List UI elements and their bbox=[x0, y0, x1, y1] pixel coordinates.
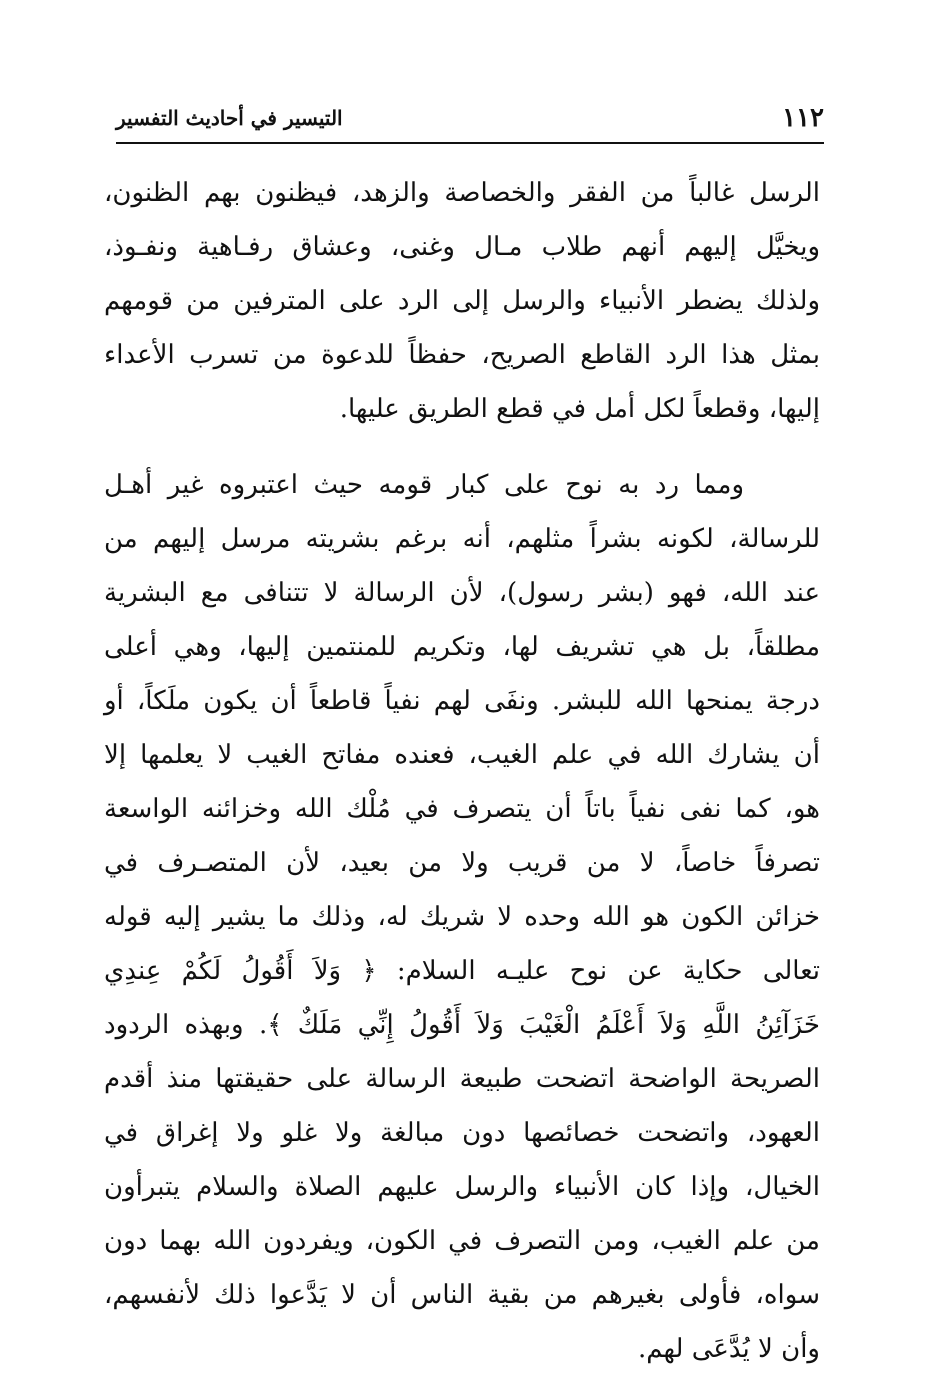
text-line: درجة يمنحها الله للبشر. ونفَى لهم نفياً قاطعاً أن يكون ملَكاً، أو bbox=[104, 686, 820, 716]
text-line: العهود، واتضحت خصائصها دون مبالغة ولا غلو ولا إغراق في bbox=[104, 1118, 820, 1148]
text-line: أن يشارك الله في علم الغيب، فعنده مفاتح الغيب لا يعلمها إلا bbox=[104, 740, 820, 770]
text-line: سواه، فأولى بغيرهم من بقية الناس أن لا يَدَّعوا ذلك لأنفسهم، bbox=[104, 1280, 820, 1310]
text-line: الصريحة الواضحة اتضحت طبيعة الرسالة على حقيقتها منذ أقدم bbox=[104, 1064, 820, 1094]
text-line: إليها، وقطعاً لكل أمل في قطع الطريق عليها. bbox=[339, 394, 820, 424]
text-line: عند الله، فهو (بشر رسول)، لأن الرسالة لا تتنافى مع البشرية bbox=[104, 578, 820, 608]
text-line: خَزَآئِنُ اللَّهِ وَلاَ أَعْلَمُ الْغَيْبَ وَلاَ أَقُولُ إِنِّي مَلَكٌ ﴾. وبهذه الردود bbox=[104, 1010, 820, 1040]
text-line: هو، كما نفى نفياً باتاً أن يتصرف في مُلْك الله وخزائنه الواسعة bbox=[104, 794, 820, 824]
text-line: ومما رد به نوح على كبار قومه حيث اعتبروه غير أهـل bbox=[104, 470, 744, 500]
page-number: ١١٢ bbox=[782, 103, 824, 133]
page-header bbox=[116, 100, 824, 136]
text-line: خزائن الكون هو الله وحده لا شريك له، وذلك ما يشير إليه قوله bbox=[104, 902, 820, 932]
paragraph-1 bbox=[104, 166, 820, 436]
text-line: بمثل هذا الرد القاطع الصريح، حفظاً للدعوة من تسرب الأعداء bbox=[104, 340, 820, 370]
running-title: التيسير في أحاديث التفسير bbox=[116, 106, 343, 130]
text-line: الخيال، وإذا كان الأنبياء والرسل عليهم الصلاة والسلام يتبرأون bbox=[104, 1172, 820, 1202]
text-line: ويخيَّل إليهم أنهم طلاب مـال وغنى، وعشاق رفـاهية ونفـوذ، bbox=[104, 232, 820, 262]
text-line: للرسالة، لكونه بشراً مثلهم، أنه برغم بشريته مرسل إليهم من bbox=[104, 524, 820, 554]
text-line: تصرفاً خاصاً، لا من قريب ولا من بعيد، لأن المتصـرف في bbox=[104, 848, 820, 878]
text-line: من علم الغيب، ومن التصرف في الكون، ويفردون الله بهما دون bbox=[104, 1226, 820, 1256]
paragraph-2 bbox=[104, 458, 820, 1376]
text-line: تعالى حكاية عن نوح عليـه السلام: ﴿ وَلاَ أَقُولُ لَكُمْ عِندِي bbox=[104, 956, 820, 986]
text-line: الرسل غالباً من الفقر والخصاصة والزهد، فيظنون بهم الظنون، bbox=[104, 178, 820, 208]
header-divider bbox=[116, 142, 824, 144]
text-line: ولذلك يضطر الأنبياء والرسل إلى الرد على المترفين من قومهم bbox=[104, 286, 820, 316]
text-line: مطلقاً، بل هي تشريف لها، وتكريم للمنتمين إليها، وهي أعلى bbox=[104, 632, 820, 662]
text-line: وأن لا يُدَّعَى لهم. bbox=[637, 1334, 820, 1364]
